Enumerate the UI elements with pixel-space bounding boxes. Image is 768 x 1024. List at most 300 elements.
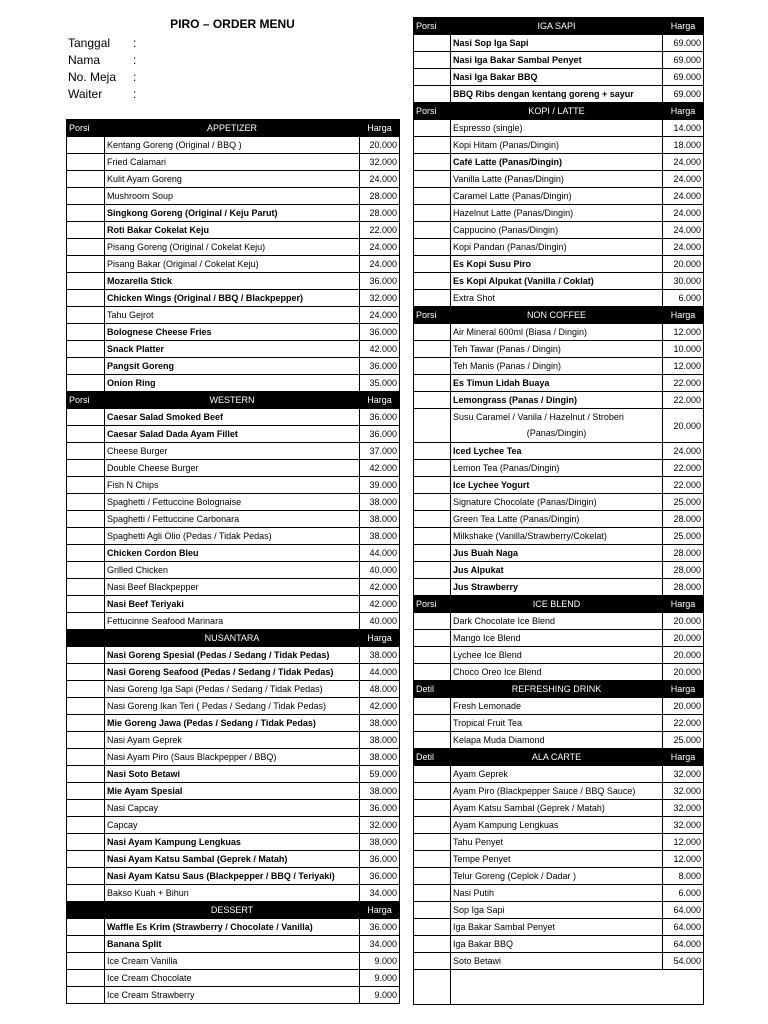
item-name-cell [451,86,663,103]
portion-cell[interactable] [67,171,105,188]
menu-item-row [67,715,400,732]
portion-cell[interactable] [414,188,451,205]
item-price: 28.000 [663,579,704,596]
item-price: 12.000 [663,834,704,851]
section-header-non-coffee [414,307,704,324]
price-header: Harga [360,902,400,919]
item-name: Nasi Soto Betawi [107,769,181,779]
item-price: 25.000 [663,494,704,511]
item-price: 36.000 [360,868,400,885]
portion-cell[interactable] [414,732,451,749]
item-name-cell [451,290,663,307]
menu-table-left [66,119,400,1004]
menu-item-row [414,851,704,868]
portion-cell[interactable] [414,460,451,477]
portion-cell[interactable] [414,885,451,902]
item-name: Teh Manis (Panas / Dingin) [453,361,562,371]
portion-header: Detil [414,749,451,766]
item-name-cell [451,341,663,358]
item-name: Nasi Beef Blackpepper [107,582,199,592]
item-name-cell [451,800,663,817]
portion-cell[interactable] [67,919,105,936]
item-name-cell [105,460,360,477]
item-name-cell [105,647,360,664]
portion-cell[interactable] [67,885,105,902]
portion-cell[interactable] [414,256,451,273]
portion-cell[interactable] [67,698,105,715]
portion-cell[interactable] [414,171,451,188]
item-name-cell [105,477,360,494]
menu-item-row [414,494,704,511]
menu-item-row [414,885,704,902]
portion-cell[interactable] [414,698,451,715]
portion-cell[interactable] [414,579,451,596]
item-name-cell [451,256,663,273]
item-name: Nasi Ayam Katsu Sambal (Geprek / Matah) [107,854,288,864]
menu-item-row [67,970,400,987]
menu-item-row [414,477,704,494]
portion-cell[interactable] [414,851,451,868]
portion-cell[interactable] [414,715,451,732]
portion-cell[interactable] [67,222,105,239]
item-name-detail: (Panas/Dingin) [526,428,587,438]
item-name-cell [451,817,663,834]
portion-cell[interactable] [414,222,451,239]
portion-cell[interactable] [67,868,105,885]
item-price: 25.000 [663,732,704,749]
portion-cell[interactable] [67,817,105,834]
item-price: 64.000 [663,902,704,919]
item-price: 22.000 [663,460,704,477]
item-price: 20.000 [360,137,400,154]
item-name-cell [451,885,663,902]
menu-item-row [67,664,400,681]
item-price: 38.000 [360,647,400,664]
item-name: Choco Oreo Ice Blend [453,667,542,677]
menu-item-row [67,137,400,154]
portion-cell[interactable] [67,460,105,477]
portion-cell[interactable] [414,902,451,919]
menu-item-row [414,511,704,528]
portion-cell[interactable] [67,307,105,324]
portion-cell[interactable] [414,137,451,154]
item-price: 32.000 [663,766,704,783]
menu-item-row [67,800,400,817]
item-price: 34.000 [360,936,400,953]
item-price: 28.000 [360,205,400,222]
price-header: Harga [360,392,400,409]
portion-cell[interactable] [414,545,451,562]
item-price: 28.000 [663,562,704,579]
portion-cell[interactable] [414,970,451,1005]
item-name: Nasi Sop Iga Sapi [453,38,529,48]
menu-item-row [414,409,704,443]
portion-cell[interactable] [414,86,451,103]
item-name-cell [451,562,663,579]
menu-item-row [414,664,704,681]
portion-cell[interactable] [414,324,451,341]
section-header-ala-carte [414,749,704,766]
item-name-cell [451,953,663,970]
section-title: KOPI / LATTE [451,103,663,120]
portion-cell[interactable] [67,205,105,222]
portion-cell[interactable] [414,69,451,86]
price-header: Harga [663,596,704,613]
item-name: Telur Goreng (Ceplok / Dadar ) [453,871,577,881]
item-name: Pisang Bakar (Original / Cokelat Keju) [107,259,259,269]
item-name: Fried Calamari [107,157,167,167]
portion-cell[interactable] [67,443,105,460]
portion-cell[interactable] [67,647,105,664]
item-name-cell [105,205,360,222]
item-name: Tempe Penyet [453,854,511,864]
item-name: Chicken Wings (Original / BBQ / Blackpepper) [107,293,303,303]
portion-cell[interactable] [67,256,105,273]
menu-item-row [67,545,400,562]
item-price: 42.000 [360,460,400,477]
item-name: Mushroom Soup [107,191,174,201]
menu-item-row [414,613,704,630]
portion-cell[interactable] [414,868,451,885]
info-label: No. Meja [68,70,117,84]
item-name-cell [451,154,663,171]
portion-cell[interactable] [67,528,105,545]
menu-item-row [414,154,704,171]
menu-item-row [414,579,704,596]
blank-cell [451,970,704,1005]
section-title: IGA SAPI [451,18,663,35]
item-name: Ayam Piro (Blackpepper Sauce / BBQ Sauce) [453,786,636,796]
portion-cell[interactable] [414,443,451,460]
item-price: 22.000 [360,222,400,239]
item-name-cell [105,783,360,800]
item-name: Tahu Penyet [453,837,504,847]
menu-item-row [414,732,704,749]
portion-header [67,902,105,919]
item-price: 22.000 [663,375,704,392]
item-name: Nasi Iga Bakar Sambal Penyet [453,55,582,65]
portion-cell[interactable] [414,630,451,647]
menu-item-row [414,290,704,307]
menu-item-row [67,256,400,273]
price-header: Harga [360,120,400,137]
portion-cell[interactable] [414,511,451,528]
item-price: 12.000 [663,358,704,375]
portion-cell[interactable] [414,783,451,800]
item-name-cell [451,630,663,647]
item-name-cell [105,545,360,562]
item-name-cell [451,936,663,953]
item-price: 18.000 [663,137,704,154]
portion-cell[interactable] [67,851,105,868]
item-name: Nasi Ayam Piro (Saus Blackpepper / BBQ) [107,752,277,762]
menu-item-row [67,239,400,256]
portion-cell[interactable] [67,154,105,171]
menu-item-row [414,715,704,732]
item-name: Lemon Tea (Panas/Dingin) [453,463,560,473]
portion-cell[interactable] [414,35,451,52]
portion-cell[interactable] [414,154,451,171]
portion-cell[interactable] [67,494,105,511]
menu-table-right [413,17,704,1005]
item-name-cell [451,324,663,341]
portion-cell[interactable] [67,341,105,358]
item-name-cell [105,834,360,851]
item-price: 42.000 [360,596,400,613]
menu-item-row [414,562,704,579]
portion-cell[interactable] [67,324,105,341]
item-name: Lychee Ice Blend [453,650,522,660]
item-price: 6.000 [663,885,704,902]
menu-item-row [67,885,400,902]
price-header: Harga [663,307,704,324]
item-name: Caesar Salad Dada Ayam Fillet [107,429,238,439]
portion-cell[interactable] [414,409,451,443]
item-name: Pisang Goreng (Original / Cokelat Keju) [107,242,266,252]
item-name-cell [105,307,360,324]
item-price: 34.000 [360,885,400,902]
item-name: Spaghetti Agli Olio (Pedas / Tidak Pedas) [107,531,272,541]
item-name-cell [105,222,360,239]
item-price: 32.000 [360,817,400,834]
portion-header [67,630,105,647]
menu-item-row [67,290,400,307]
menu-item-row [67,324,400,341]
menu-item-row [67,494,400,511]
item-name-cell [451,868,663,885]
item-name-cell [105,919,360,936]
menu-item-row [414,630,704,647]
item-name: Kulit Ayam Goreng [107,174,182,184]
item-name-cell [105,511,360,528]
menu-item-row [67,460,400,477]
item-name: Nasi Goreng Ikan Teri ( Pedas / Sedang / Tidak Pedas) [107,701,326,711]
menu-item-row [414,222,704,239]
portion-cell[interactable] [414,52,451,69]
item-name: BBQ Ribs dengan kentang goreng + sayur [453,89,634,99]
portion-cell[interactable] [414,341,451,358]
item-name-cell [451,460,663,477]
item-name: Air Mineral 600ml (Biasa / Dingin) [453,327,588,337]
portion-cell[interactable] [67,596,105,613]
portion-cell[interactable] [67,613,105,630]
menu-item-row [414,460,704,477]
portion-cell[interactable] [414,120,451,137]
portion-cell[interactable] [414,766,451,783]
info-colon: : [133,53,137,67]
portion-cell[interactable] [67,358,105,375]
item-name-cell [451,69,663,86]
portion-cell[interactable] [67,953,105,970]
item-price: 9.000 [360,987,400,1004]
portion-cell[interactable] [67,562,105,579]
item-name: Fish N Chips [107,480,159,490]
portion-cell[interactable] [67,511,105,528]
menu-item-row [414,545,704,562]
menu-item-row [67,953,400,970]
item-name-cell [451,358,663,375]
menu-item-row [414,341,704,358]
info-colon: : [133,87,137,101]
item-price: 64.000 [663,919,704,936]
portion-cell[interactable] [414,834,451,851]
section-header-appetizer [67,120,400,137]
section-title: WESTERN [105,392,360,409]
menu-item-row [67,681,400,698]
item-price: 24.000 [663,154,704,171]
portion-cell[interactable] [67,188,105,205]
menu-item-row [414,120,704,137]
item-name: Jus Buah Naga [453,548,519,558]
item-name: Onion Ring [107,378,156,388]
portion-cell[interactable] [67,766,105,783]
portion-cell[interactable] [414,936,451,953]
portion-cell[interactable] [414,953,451,970]
menu-item-row [67,273,400,290]
portion-cell[interactable] [67,579,105,596]
portion-cell[interactable] [67,732,105,749]
item-price: 35.000 [360,375,400,392]
item-price: 36.000 [360,851,400,868]
portion-cell[interactable] [414,647,451,664]
portion-cell[interactable] [414,494,451,511]
menu-item-row [67,936,400,953]
portion-cell[interactable] [67,936,105,953]
portion-cell[interactable] [67,970,105,987]
portion-cell[interactable] [414,290,451,307]
item-name: Caesar Salad Smoked Beef [107,412,224,422]
item-name: Mozarella Stick [107,276,173,286]
portion-cell[interactable] [67,273,105,290]
item-name: Nasi Ayam Katsu Saus (Blackpepper / BBQ / Teriyaki) [107,871,335,881]
portion-cell[interactable] [67,664,105,681]
item-name-cell [451,698,663,715]
menu-item-row [414,783,704,800]
menu-item-row [414,86,704,103]
portion-cell[interactable] [67,749,105,766]
section-header-kopi-latte [414,103,704,120]
item-name: Nasi Goreng Seafood (Pedas / Sedang / Tidak Pedas) [107,667,334,677]
item-price: 44.000 [360,545,400,562]
portion-cell[interactable] [414,800,451,817]
menu-item-row [67,154,400,171]
portion-cell[interactable] [414,664,451,681]
item-name: Ice Lychee Yogurt [453,480,530,490]
portion-cell[interactable] [414,392,451,409]
item-name-cell [451,902,663,919]
portion-cell[interactable] [67,800,105,817]
item-price: 24.000 [663,239,704,256]
item-price: 12.000 [663,851,704,868]
item-name: Kelapa Muda Diamond [453,735,545,745]
section-header-ice-blend [414,596,704,613]
portion-cell[interactable] [414,375,451,392]
info-colon: : [133,70,137,84]
item-price: 24.000 [663,222,704,239]
item-price: 22.000 [663,715,704,732]
portion-cell[interactable] [67,290,105,307]
portion-cell[interactable] [67,137,105,154]
portion-cell[interactable] [414,358,451,375]
menu-item-row [67,443,400,460]
item-price: 37.000 [360,443,400,460]
section-title: NON COFFEE [451,307,663,324]
menu-item-row [414,817,704,834]
portion-cell[interactable] [67,783,105,800]
portion-cell[interactable] [414,205,451,222]
portion-cell[interactable] [67,477,105,494]
item-price: 32.000 [360,290,400,307]
menu-item-row [414,528,704,545]
item-name-cell [451,222,663,239]
portion-cell[interactable] [414,239,451,256]
item-name: Soto Betawi [453,956,502,966]
item-name: Jus Strawberry [453,582,519,592]
portion-cell[interactable] [67,409,105,426]
portion-cell[interactable] [414,273,451,290]
menu-item-row [414,902,704,919]
portion-cell[interactable] [414,562,451,579]
item-name: Vanilla Latte (Panas/Dingin) [453,174,564,184]
item-name: Es Kopi Susu Piro [453,259,532,269]
item-name-cell [105,749,360,766]
item-name-cell [451,834,663,851]
portion-cell[interactable] [67,239,105,256]
portion-cell[interactable] [67,426,105,443]
item-name: Spaghetti / Fettuccine Bolognaise [107,497,242,507]
item-name-cell [105,528,360,545]
item-name: Capcay [107,820,138,830]
item-price: 69.000 [663,52,704,69]
info-row-no-meja [68,69,145,86]
portion-cell[interactable] [414,613,451,630]
portion-cell[interactable] [67,545,105,562]
item-name: Snack Platter [107,344,165,354]
item-name-cell [105,426,360,443]
portion-cell[interactable] [414,477,451,494]
portion-cell[interactable] [67,375,105,392]
item-name-cell [105,732,360,749]
item-price: 36.000 [360,358,400,375]
item-price: 40.000 [360,562,400,579]
portion-cell[interactable] [414,528,451,545]
portion-cell[interactable] [67,834,105,851]
portion-header: Porsi [67,120,105,137]
portion-cell[interactable] [67,715,105,732]
item-name-cell [451,392,663,409]
portion-cell[interactable] [67,987,105,1004]
item-name: Milkshake (Vanilla/Strawberry/Cokelat) [453,531,607,541]
item-name-cell [451,205,663,222]
item-price: 24.000 [360,256,400,273]
item-price: 36.000 [360,426,400,443]
portion-cell[interactable] [414,817,451,834]
menu-item-row [414,868,704,885]
portion-cell[interactable] [67,681,105,698]
item-name-cell [451,613,663,630]
price-header: Harga [663,749,704,766]
item-name: Tahu Gejrot [107,310,154,320]
item-name: Susu Caramel / Vanila / Hazelnut / Stroberi [453,412,624,422]
item-name-cell [105,766,360,783]
portion-cell[interactable] [414,919,451,936]
item-price: 40.000 [360,613,400,630]
item-name: Waffle Es Krim (Strawberry / Chocolate / Vanilla) [107,922,313,932]
item-name-cell [451,528,663,545]
item-name-cell [105,443,360,460]
section-title: DESSERT [105,902,360,919]
item-name-cell [451,137,663,154]
